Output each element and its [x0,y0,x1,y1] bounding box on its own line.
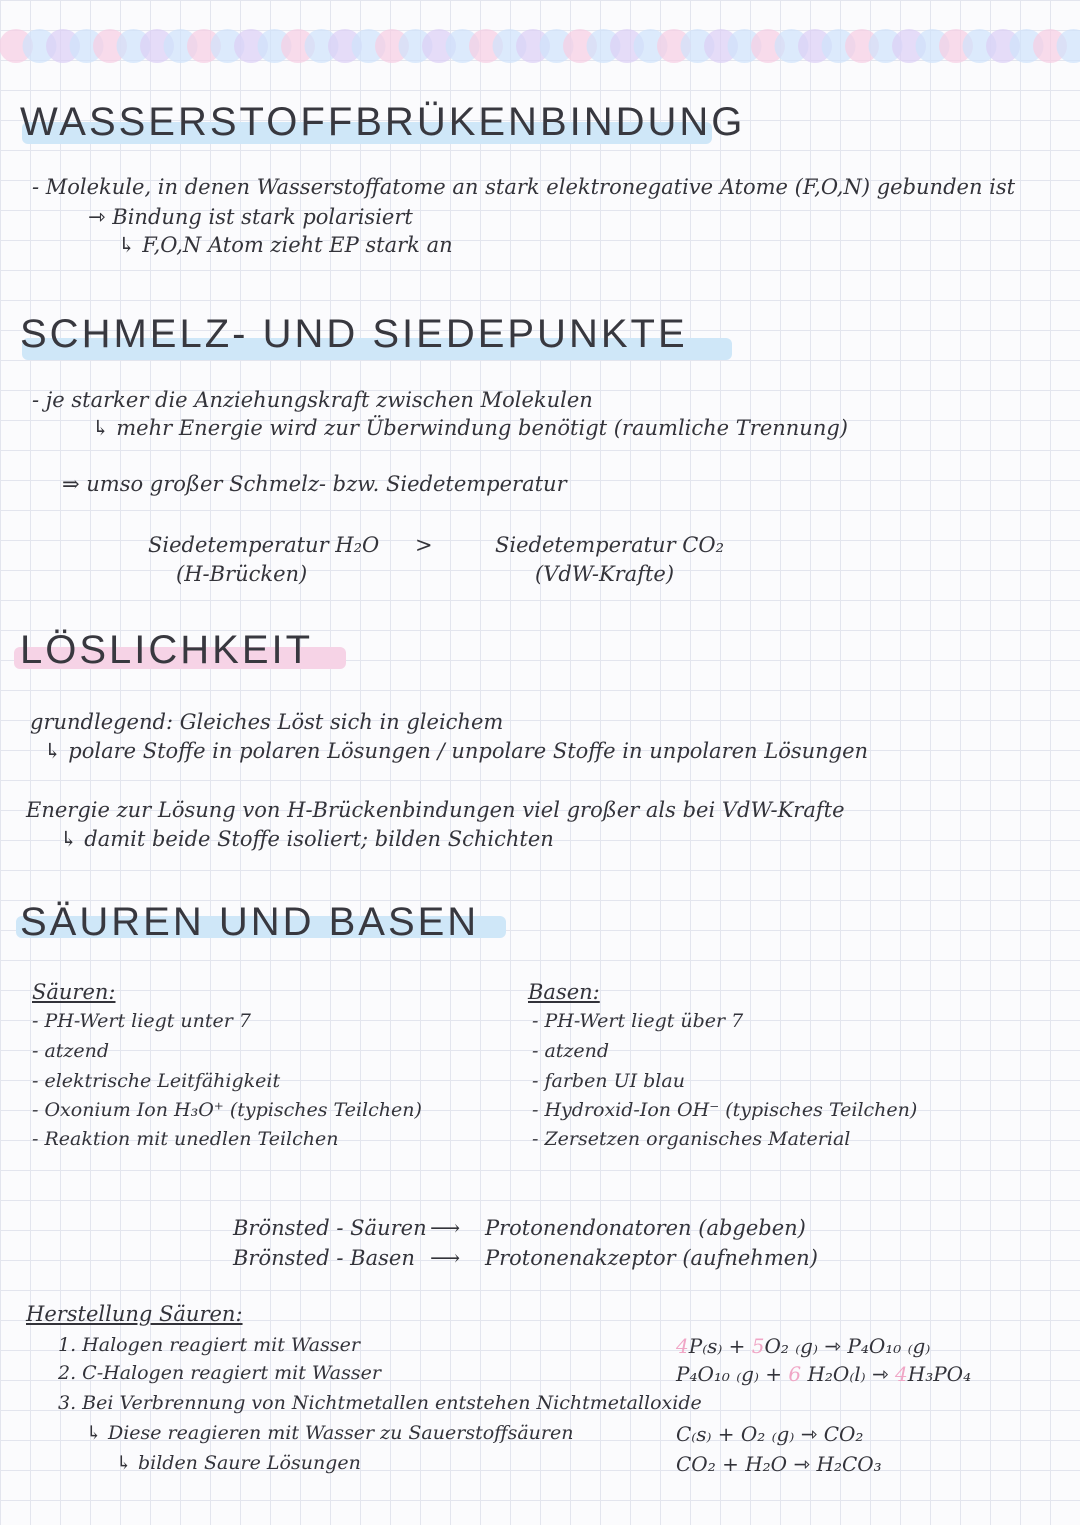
text-line: ⇒ umso großer Schmelz- bzw. Siedetemperatur [62,472,567,496]
bronsted-bases-definition: Protonenakzeptor (aufnehmen) [485,1246,818,1270]
production-step: 3. Bei Verbrennung von Nichtmetallen entstehen Nichtmetalloxide [58,1392,702,1414]
equation-line: C₍s₎ + O₂ ₍g₎ ⇾ CO₂ [676,1422,864,1446]
bronsted-bases-label: Brönsted - Basen [233,1246,415,1270]
text-line: ⇾ Bindung ist stark polarisiert [88,205,413,229]
text-line: - je starker die Anziehungskraft zwischen Molekulen [32,388,593,412]
compare-left: Siedetemperatur H₂O [148,533,380,557]
bronsted-acids-definition: Protonendonatoren (abgeben) [485,1216,806,1240]
bronsted-acids-label: Brönsted - Säuren [233,1216,427,1240]
base-property: - PH-Wert liegt über 7 [532,1010,744,1032]
production-step: 1. Halogen reagiert mit Wasser [58,1334,360,1356]
equation-part: O₂ ₍g₎ ⇾ P₄O₁₀ ₍g₎ [764,1334,931,1358]
heading-melting-boiling: SCHMELZ- UND SIEDEPUNKTE [20,312,688,356]
acid-property: - Oxonium Ion H₃O⁺ (typisches Teilchen) [32,1099,422,1121]
coefficient: 6 [788,1362,802,1386]
production-substep: ↳ bilden Saure Lösungen [116,1452,361,1474]
heading-acids-bases: SÄUREN UND BASEN [20,900,480,944]
acid-property: - Reaktion mit unedlen Teilchen [32,1128,339,1150]
production-step: 2. C-Halogen reagiert mit Wasser [58,1362,381,1384]
compare-right-note: (VdW-Krafte) [535,562,675,586]
decorative-dot-border [0,18,1080,78]
equation-part: H₂O₍l₎ ⇾ [807,1362,889,1386]
compare-right: Siedetemperatur CO₂ [495,533,724,557]
equation-line [676,1334,930,1358]
text-line: ↳ mehr Energie wird zur Überwindung benötigt (raumliche Trennung) [92,416,848,440]
acids-heading: Säuren: [32,980,116,1004]
acid-property: - PH-Wert liegt unter 7 [32,1010,251,1032]
arrow-icon: ⟶ [430,1246,461,1270]
heading-hydrogen-bond: WASSERSTOFFBRÜKENBINDUNG [20,100,746,144]
base-property: - atzend [532,1040,610,1062]
acid-property: - atzend [32,1040,110,1062]
text-line: grundlegend: Gleiches Löst sich in gleichem [30,710,504,734]
text-line: - Molekule, in denen Wasserstoffatome an stark elektronegative Atome (F,O,N) gebunden ist [32,175,1016,199]
coefficient: 5 [751,1334,765,1358]
acid-property: - elektrische Leitfähigkeit [32,1070,281,1092]
equation-part: P₄O₁₀ ₍g₎ + [676,1362,783,1386]
coefficient: 4 [895,1362,908,1386]
equation-line: CO₂ + H₂O ⇾ H₂CO₃ [676,1452,882,1476]
text-line: ↳ F,O,N Atom zieht EP stark an [118,233,453,257]
bases-heading: Basen: [528,980,600,1004]
equation-part: H₃PO₄ [907,1362,972,1386]
coefficient: 4 [676,1334,689,1358]
text-line: ↳ damit beide Stoffe isoliert; bilden Schichten [60,827,554,851]
equation-line [676,1362,971,1386]
arrow-icon: ⟶ [430,1216,461,1240]
production-heading: Herstellung Säuren: [26,1302,243,1326]
production-substep: ↳ Diese reagieren mit Wasser zu Sauerstoffsäuren [86,1422,574,1444]
text-line: Energie zur Lösung von H-Brückenbindungen viel großer als bei VdW-Krafte [26,798,845,822]
base-property: - farben UI blau [532,1070,685,1092]
compare-left-note: (H-Brücken) [176,562,308,586]
heading-solubility: LÖSLICHKEIT [20,628,314,672]
base-property: - Zersetzen organisches Material [532,1128,851,1150]
base-property: - Hydroxid-Ion OH⁻ (typisches Teilchen) [532,1099,918,1121]
equation-part: P₍s₎ + [688,1334,746,1358]
text-line: ↳ polare Stoffe in polaren Lösungen / unpolare Stoffe in unpolaren Lösungen [44,739,869,763]
compare-operator: > [415,533,433,557]
